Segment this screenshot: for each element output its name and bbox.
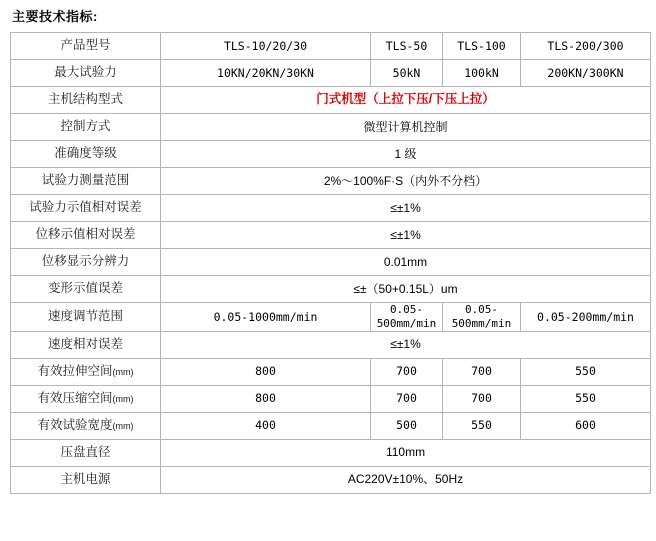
row-label: 速度调节范围 (11, 303, 161, 332)
row-label: 试验力示值相对误差 (11, 195, 161, 222)
table-row (11, 385, 651, 412)
row-label: 最大试验力 (11, 60, 161, 87)
row-value: ≤±1% (161, 222, 651, 249)
table-row (11, 303, 651, 332)
row-value: TLS-10/20/30 (161, 33, 371, 60)
row-label: 主机结构型式 (11, 87, 161, 114)
page-title: 主要技术指标: (12, 9, 98, 24)
row-value: 门式机型（上拉下压/下压上拉） (161, 87, 651, 114)
row-label-unit: (mm) (112, 366, 134, 377)
row-label-main: 有效压缩空间 (37, 390, 113, 405)
table-row (11, 60, 651, 87)
row-label (11, 385, 161, 412)
row-value: 110mm (161, 439, 651, 466)
row-value: 500 (371, 412, 443, 439)
row-value: 600 (521, 412, 651, 439)
row-value: 200KN/300KN (521, 60, 651, 87)
table-row (11, 358, 651, 385)
row-value: 0.05-500mm/min (371, 303, 443, 332)
row-value: 700 (443, 385, 521, 412)
row-value: ≤±（50+0.15L）um (161, 276, 651, 303)
row-value: 700 (371, 385, 443, 412)
row-value: 0.01mm (161, 249, 651, 276)
table-row (11, 168, 651, 195)
row-value: TLS-50 (371, 33, 443, 60)
row-value: 2%～100%F·S（内外不分档） (161, 168, 651, 195)
table-row (11, 222, 651, 249)
row-value: 400 (161, 412, 371, 439)
row-label: 速度相对误差 (11, 331, 161, 358)
row-value: 10KN/20KN/30KN (161, 60, 371, 87)
row-label-main: 有效拉伸空间 (37, 363, 113, 378)
table-row (11, 141, 651, 168)
row-label: 位移显示分辨力 (11, 249, 161, 276)
table-row (11, 33, 651, 60)
row-value: 微型计算机控制 (161, 114, 651, 141)
row-value: 0.05-500mm/min (443, 303, 521, 332)
table-row (11, 466, 651, 493)
row-label (11, 412, 161, 439)
table-row (11, 331, 651, 358)
table-row (11, 195, 651, 222)
row-value: 0.05-1000mm/min (161, 303, 371, 332)
row-value: 800 (161, 358, 371, 385)
row-value: 100kN (443, 60, 521, 87)
table-row (11, 114, 651, 141)
row-label: 产品型号 (11, 33, 161, 60)
row-value: 0.05-200mm/min (521, 303, 651, 332)
row-label: 压盘直径 (11, 439, 161, 466)
row-value: TLS-100 (443, 33, 521, 60)
row-label-main: 有效试验宽度 (37, 417, 113, 432)
row-value: 800 (161, 385, 371, 412)
row-value: AC220V±10%、50Hz (161, 466, 651, 493)
row-label-unit: (mm) (112, 420, 134, 431)
row-label: 变形示值误差 (11, 276, 161, 303)
row-value: ≤±1% (161, 331, 651, 358)
row-value: ≤±1% (161, 195, 651, 222)
row-value: 550 (521, 385, 651, 412)
row-label (11, 358, 161, 385)
table-row (11, 87, 651, 114)
row-label: 控制方式 (11, 114, 161, 141)
row-label: 位移示值相对误差 (11, 222, 161, 249)
row-value: 700 (443, 358, 521, 385)
table-row (11, 276, 651, 303)
row-value: 550 (443, 412, 521, 439)
table-row (11, 249, 651, 276)
table-row (11, 412, 651, 439)
row-value: 1 级 (161, 141, 651, 168)
row-value: 550 (521, 358, 651, 385)
row-value: TLS-200/300 (521, 33, 651, 60)
row-label: 准确度等级 (11, 141, 161, 168)
row-value: 700 (371, 358, 443, 385)
row-label: 试验力测量范围 (11, 168, 161, 195)
table-row (11, 439, 651, 466)
row-label-unit: (mm) (112, 393, 134, 404)
row-label: 主机电源 (11, 466, 161, 493)
specifications-table (10, 32, 651, 494)
row-value: 50kN (371, 60, 443, 87)
